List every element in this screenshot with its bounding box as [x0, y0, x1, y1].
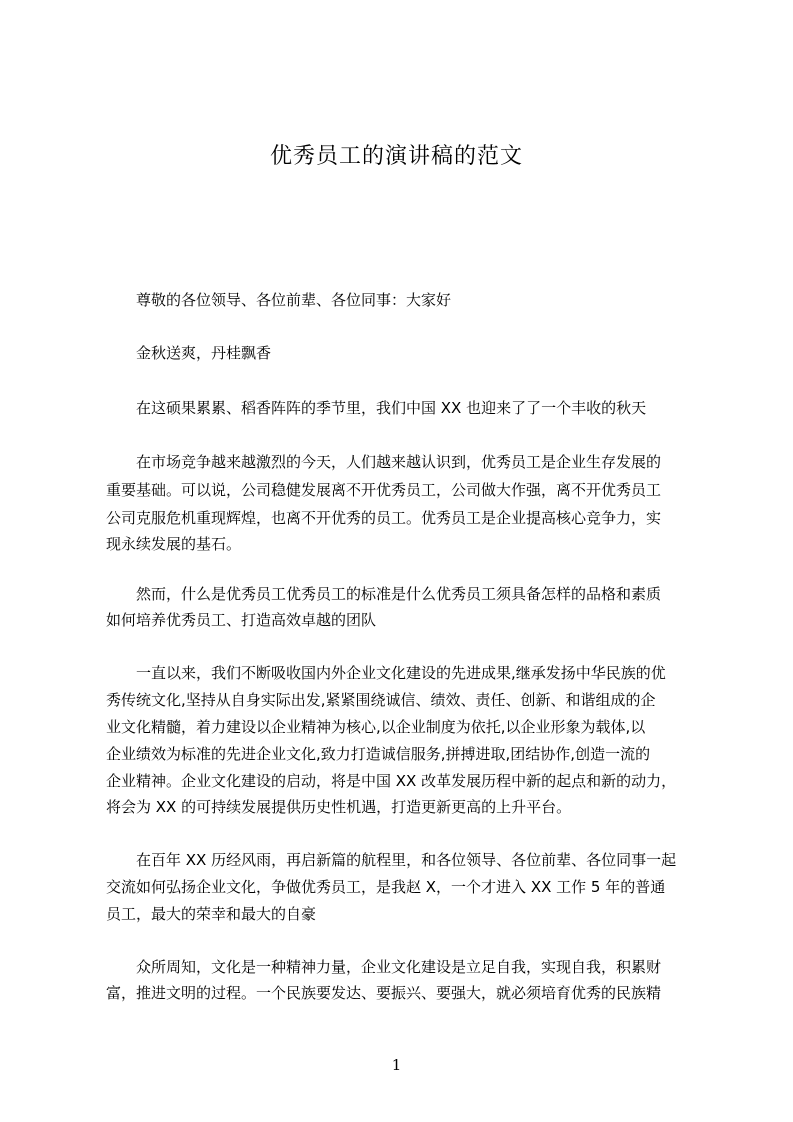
paragraph-5-line-2: 如何培养优秀员工、打造高效卓越的团队 [106, 611, 377, 629]
paragraph-5-line-1: 然而，什么是优秀员工优秀员工的标准是什么优秀员工须具备怎样的品格和素质 [136, 585, 662, 603]
paragraph-8-line-2: 富，推进文明的过程。一个民族要发达、要振兴、要强大，就必须培育优秀的民族精 [106, 984, 662, 1002]
paragraph-1-line-1: 尊敬的各位领导、各位前辈、各位同事：大家好 [136, 291, 452, 309]
paragraph-3-line-1: 在这硕果累累、稻香阵阵的季节里，我们中国 XX 也迎来了了一个丰收的秋天 [136, 399, 647, 417]
paragraph-6-line-2: 秀传统文化,坚持从自身实际出发,紧紧围绕诚信、绩效、责任、创新、和谐组成的企 [106, 691, 656, 709]
paragraph-4-line-2: 重要基础。可以说，公司稳健发展离不开优秀员工，公司做大作强，离不开优秀员工 [106, 481, 662, 499]
paragraph-7-line-1: 在百年 XX 历经风雨，再启新篇的航程里，和各位领导、各位前辈、各位同事一起 [136, 851, 677, 869]
paragraph-8-line-1: 众所周知，文化是一种精神力量，企业文化建设是立足自我，实现自我，积累财 [136, 958, 662, 976]
paragraph-7-line-2: 交流如何弘扬企业文化，争做优秀员工，是我赵 X，一个才进入 XX 工作 5 年的普通 [106, 878, 666, 896]
paragraph-7-line-3: 员工，最大的荣幸和最大的自豪 [106, 905, 317, 923]
paragraph-6-line-6: 将会为 XX 的可持续发展提供历史性机遇，打造更新更高的上升平台。 [106, 798, 572, 816]
paragraph-4-line-3: 公司克服危机重现辉煌，也离不开优秀的员工。优秀员工是企业提高核心竞争力，实 [106, 509, 662, 527]
page-number: 1 [391, 1056, 402, 1074]
paragraph-6-line-5: 企业精神。企业文化建设的启动，将是中国 XX 改革发展历程中新的起点和新的动力， [106, 772, 677, 790]
paragraph-6-line-4: 企业绩效为标准的先进企业文化,致力打造诚信服务,拼搏进取,团结协作,创造一流的 [106, 745, 651, 763]
paragraph-4-line-4: 现永续发展的基石。 [106, 535, 242, 553]
paragraph-2-line-1: 金秋送爽，丹桂飘香 [136, 344, 272, 362]
paragraph-6-line-3: 业文化精髓，着力建设以企业精神为核心,以企业制度为依托,以企业形象为载体,以 [106, 718, 646, 736]
paragraph-4-line-1: 在市场竞争越来越激烈的今天，人们越来越认识到，优秀员工是企业生存发展的 [136, 453, 662, 471]
paragraph-6-line-1: 一直以来，我们不断吸收国内外企业文化建设的先进成果,继承发扬中华民族的优 [136, 664, 666, 682]
document-title: 优秀员工的演讲稿的范文 [269, 144, 523, 169]
